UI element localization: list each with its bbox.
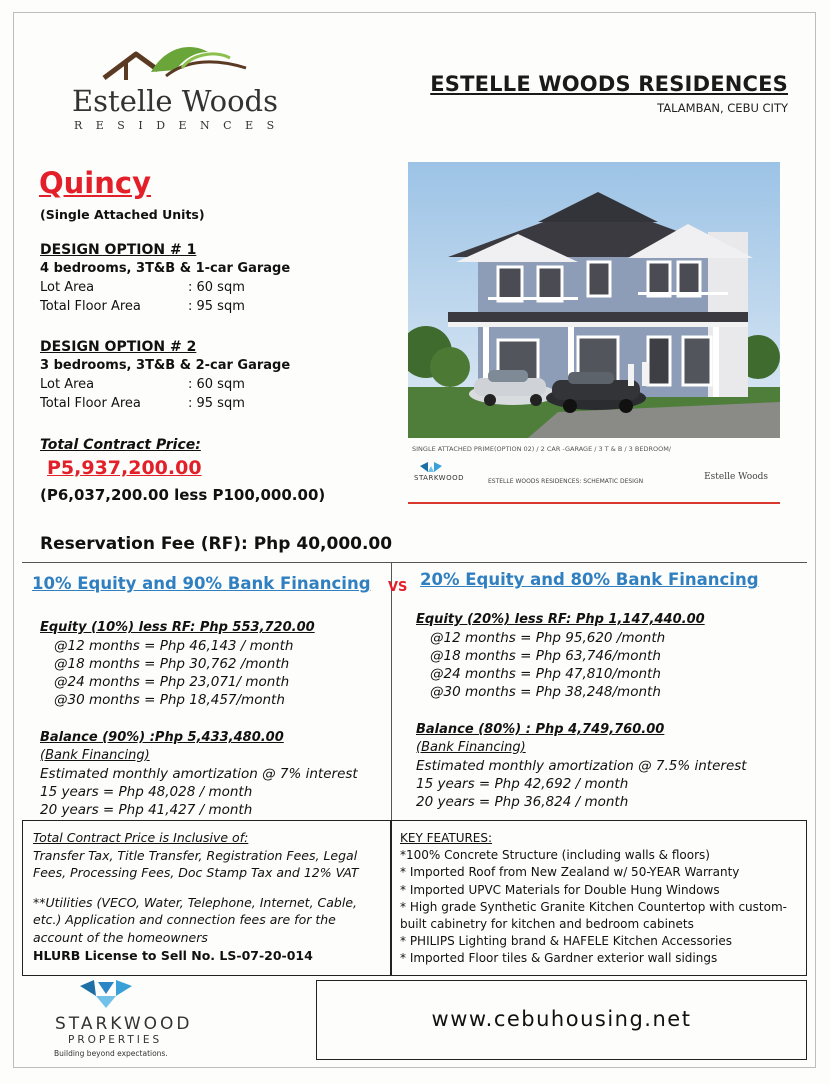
equity-term: @18 months = Php 63,746/month [430,648,661,664]
amortization-note: Estimated monthly amortization @ 7.5% interest [416,758,747,774]
equity-term: @18 months = Php 30,762 /month [54,656,290,672]
bank-financing-label: (Bank Financing) [40,748,150,763]
equity-heading: Equity (10%) less RF: Php 553,720.00 [40,620,315,635]
bank-financing-label: (Bank Financing) [416,740,526,755]
box-divider [390,821,392,975]
feature-item: * High grade Synthetic Granite Kitchen Countertop with custom-built cabinetry for kitchen and bedroom cabinets [400,899,787,932]
floor-area-row [40,299,290,318]
design-option-1 [40,242,290,318]
year-term: 20 years = Php 41,427 / month [40,802,253,818]
lot-area-label: Lot Area [40,280,95,295]
left-financing-title: 10% Equity and 90% Bank Financing [32,574,371,593]
features-heading: KEY FEATURES: [400,831,493,845]
feature-item: *100% Concrete Structure (including walls & floors) [400,848,710,863]
website-box [316,980,807,1060]
model-type: (Single Attached Units) [40,207,205,222]
image-caption-text: SINGLE ATTACHED PRIME(OPTION 02) / 2 CAR -GARAGE / 3 T & B / 3 BEDROOM/ [412,445,672,453]
equity-heading: Equity (20%) less RF: Php 1,147,440.00 [416,612,705,627]
project-title: ESTELLE WOODS RESIDENCES [430,72,788,96]
equity-term: @24 months = Php 47,810/month [430,666,661,682]
option-desc: 3 bedrooms, 3T&B & 2-car Garage [40,358,291,373]
lot-area-label: Lot Area [40,377,95,392]
right-financing-title: 20% Equity and 80% Bank Financing [420,570,759,589]
license-number: HLURB License to Sell No. LS-07-20-014 [33,948,313,963]
balance-heading: Balance (90%) :Php 5,433,480.00 [40,730,284,745]
amortization-note: Estimated monthly amortization @ 7% interest [40,766,358,782]
section-divider [22,562,807,563]
design-option-2 [40,339,290,415]
right-financing-details [416,612,747,812]
inclusions-body: Transfer Tax, Title Transfer, Registration Fees, Legal Fees, Processing Fees, Doc Stamp Tax and 12% VAT [33,847,359,880]
brand-sub: RESIDENCES [74,119,288,132]
utilities-note: **Utilities (VECO, Water, Telephone, Internet, Cable, etc.) Application and connection fees are for the account of the homeowners [33,894,357,945]
floor-area-row [40,396,290,415]
key-features-section [400,830,800,968]
model-name: Quincy [39,166,151,200]
starkwood-logo [76,978,136,1010]
feature-item: * Imported UPVC Materials for Double Hung Windows [400,882,720,897]
equity-term: @30 months = Php 38,248/month [430,684,661,700]
column-divider [391,562,392,820]
equity-term: @12 months = Php 95,620 /month [430,630,666,646]
estelle-woods-logo [96,40,256,90]
project-location: TALAMBAN, CEBU CITY [657,101,788,115]
floor-area-value: : 95 sqm [188,396,245,411]
schematic-caption: ESTELLE WOODS RESIDENCES: SCHEMATIC DESIGN [488,478,644,485]
starkwood-properties: PROPERTIES [68,1034,163,1046]
lot-area-value: : 60 sqm [188,377,245,392]
lot-area-row [40,280,290,299]
tcp-value: P5,937,200.00 [47,457,202,479]
feature-item: * Imported Floor tiles & Gardner exterior wall sidings [400,951,718,966]
starkwood-small-name: STARKWOOD [414,474,464,482]
year-term: 15 years = Php 48,028 / month [40,784,253,800]
lot-area-row [40,377,290,396]
tcp-label: Total Contract Price: [40,437,201,453]
website-link[interactable]: www.cebuhousing.net [431,1007,692,1031]
feature-item: * PHILIPS Lighting brand & HAFELE Kitchen Accessories [400,934,732,949]
image-caption-strip [408,440,780,504]
option-heading: DESIGN OPTION # 1 [40,242,197,258]
year-term: 20 years = Php 36,824 / month [416,794,629,810]
vs-label: VS [388,580,408,595]
left-financing-details [40,620,358,820]
floor-area-label: Total Floor Area [40,396,141,411]
floor-area-label: Total Floor Area [40,299,141,314]
equity-term: @30 months = Php 18,457/month [54,692,285,708]
brand-name: Estelle Woods [72,84,279,118]
house-rendering-image [408,162,780,438]
estelle-woods-small-brand: Estelle Woods [704,472,768,482]
floor-area-value: : 95 sqm [188,299,245,314]
option-heading: DESIGN OPTION # 2 [40,339,197,355]
tcp-note: (P6,037,200.00 less P100,000.00) [40,486,326,504]
equity-term: @12 months = Php 46,143 / month [54,638,294,654]
lot-area-value: : 60 sqm [188,280,245,295]
feature-item: * Imported Roof from New Zealand w/ 50-YEAR Warranty [400,865,740,880]
option-desc: 4 bedrooms, 3T&B & 1-car Garage [40,261,291,276]
starkwood-tagline: Building beyond expectations. [54,1049,168,1058]
inclusions-heading: Total Contract Price is Inclusive of: [33,830,249,845]
reservation-fee: Reservation Fee (RF): Php 40,000.00 [40,534,393,554]
equity-term: @24 months = Php 23,071/ month [54,674,290,690]
starkwood-name: STARKWOOD [55,1014,193,1034]
inclusions-section [33,829,383,965]
year-term: 15 years = Php 42,692 / month [416,776,629,792]
balance-heading: Balance (80%) : Php 4,749,760.00 [416,722,665,737]
inclusions-features-box [22,820,807,976]
